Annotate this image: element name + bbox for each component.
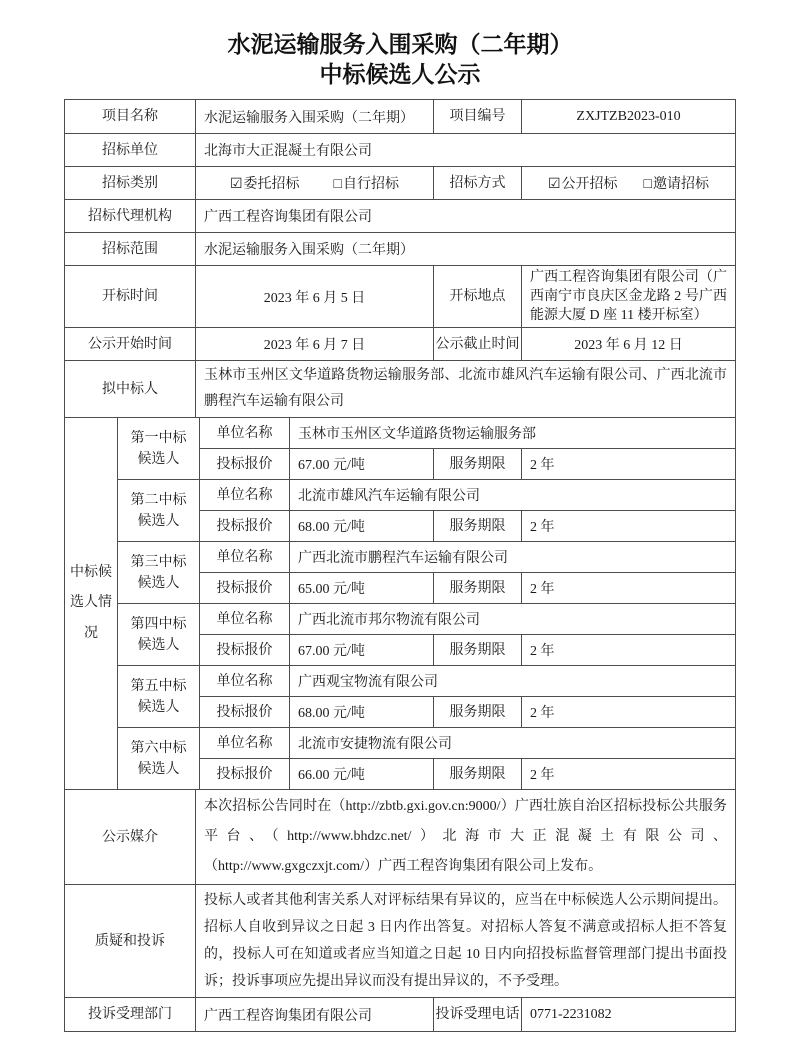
table-row <box>65 233 736 266</box>
tender-category-options <box>196 167 434 200</box>
candidate-rank-label: 第五中标候选人 <box>118 666 200 728</box>
publicity-start-label: 公示开始时间 <box>65 328 196 361</box>
option-open-tender <box>548 173 618 193</box>
candidate-unit-row <box>200 418 736 449</box>
unit-name-value: 北流市安捷物流有限公司 <box>290 728 736 759</box>
project-number-label: 项目编号 <box>434 100 522 134</box>
candidate-block-3 <box>118 542 736 604</box>
candidate-price-row <box>200 511 736 542</box>
candidate-rank-label: 第二中标候选人 <box>118 480 200 542</box>
candidate-block-1 <box>118 418 736 480</box>
complaint-dept-value: 广西工程咨询集团有限公司 <box>196 998 434 1032</box>
option-label: 自行招标 <box>343 177 399 192</box>
scope-value: 水泥运输服务入围采购（二年期） <box>196 233 736 266</box>
unit-name-label: 单位名称 <box>200 728 290 759</box>
bid-price-label: 投标报价 <box>200 697 290 728</box>
candidate-price-row <box>200 635 736 666</box>
tender-category-label: 招标类别 <box>65 167 196 200</box>
publicity-media-content: 本次招标公告同时在（http://zbtb.gxi.gov.cn:9000/）广西壮族自治区招标投标公共服务平台、（http://www.bhdzc.net/）北海市大正混凝土有限公司、（http://www.gxgczxjt.com/）广西工程咨询集团有限公司上发布。 <box>196 790 736 885</box>
table-row <box>65 790 736 885</box>
proposed-winner-value: 玉林市玉州区文华道路货物运输服务部、北流市雄风汽车运输有限公司、广西北流市鹏程汽车运输有限公司 <box>196 361 736 418</box>
publicity-media-label: 公示媒介 <box>65 790 196 885</box>
unit-name-label: 单位名称 <box>200 542 290 573</box>
candidate-block-5 <box>118 666 736 728</box>
unit-name-value: 玉林市玉州区文华道路货物运输服务部 <box>290 418 736 449</box>
service-period-value: 2 年 <box>522 511 736 542</box>
bid-price-value: 68.00 元/吨 <box>290 511 434 542</box>
service-period-label: 服务期限 <box>434 449 522 480</box>
objection-content: 投标人或者其他利害关系人对评标结果有异议的，应当在中标候选人公示期间提出。招标人自收到异议之日起 3 日内作出答复。对招标人答复不满意或招标人拒不答复的，投标人可在知道或者应当知道之日起 10 日内向招投标监督管理部门提出书面投诉；投诉事项应先提出异议而没有提出异议的，不予受理。 <box>196 885 736 998</box>
candidate-block-4 <box>118 604 736 666</box>
candidate-unit-row <box>200 666 736 697</box>
agency-label: 招标代理机构 <box>65 200 196 233</box>
candidate-rank-label: 第三中标候选人 <box>118 542 200 604</box>
option-label: 公开招标 <box>561 177 618 192</box>
bid-price-label: 投标报价 <box>200 511 290 542</box>
unit-name-label: 单位名称 <box>200 604 290 635</box>
bid-price-value: 68.00 元/吨 <box>290 697 434 728</box>
complaint-phone-label: 投诉受理电话 <box>434 998 522 1032</box>
unit-name-value: 广西北流市鹏程汽车运输有限公司 <box>290 542 736 573</box>
candidate-rank-label: 第一中标候选人 <box>118 418 200 480</box>
candidates-list <box>118 418 736 790</box>
unit-name-label: 单位名称 <box>200 418 290 449</box>
publicity-end-label: 公示截止时间 <box>434 328 522 361</box>
table-row <box>65 998 736 1032</box>
option-invited-tender <box>644 173 709 193</box>
agency-value: 广西工程咨询集团有限公司 <box>196 200 736 233</box>
table-row <box>65 361 736 418</box>
service-period-label: 服务期限 <box>434 759 522 790</box>
service-period-label: 服务期限 <box>434 573 522 604</box>
candidate-unit-row <box>200 542 736 573</box>
service-period-label: 服务期限 <box>434 635 522 666</box>
complaint-dept-label: 投诉受理部门 <box>65 998 196 1032</box>
table-row <box>65 200 736 233</box>
bid-price-value: 65.00 元/吨 <box>290 573 434 604</box>
publicity-start-value: 2023 年 6 月 7 日 <box>196 328 434 361</box>
checkbox-unchecked-icon: □ <box>643 177 652 192</box>
service-period-value: 2 年 <box>522 759 736 790</box>
bid-price-value: 66.00 元/吨 <box>290 759 434 790</box>
project-number-value: ZXJTZB2023-010 <box>522 100 736 134</box>
option-label: 邀请招标 <box>653 177 709 192</box>
tender-unit-value: 北海市大正混凝土有限公司 <box>196 134 736 167</box>
candidate-price-row <box>200 697 736 728</box>
candidate-unit-row <box>200 728 736 759</box>
tender-method-label: 招标方式 <box>434 167 522 200</box>
announcement-table <box>64 99 736 1032</box>
candidate-rank-label: 第四中标候选人 <box>118 604 200 666</box>
bid-open-place-label: 开标地点 <box>434 266 522 328</box>
bid-open-time-value: 2023 年 6 月 5 日 <box>196 266 434 328</box>
bid-open-time-label: 开标时间 <box>65 266 196 328</box>
complaint-phone-value: 0771-2231082 <box>522 998 736 1032</box>
publicity-end-value: 2023 年 6 月 12 日 <box>522 328 736 361</box>
unit-name-label: 单位名称 <box>200 480 290 511</box>
service-period-label: 服务期限 <box>434 697 522 728</box>
bid-open-place-value: 广西工程咨询集团有限公司（广西南宁市良庆区金龙路 2 号广西能源大厦 D 座 11 楼开标室） <box>522 266 736 328</box>
project-name-label: 项目名称 <box>65 100 196 134</box>
candidates-section-label: 中标候选人情况 <box>65 418 118 790</box>
candidate-block-6 <box>118 728 736 790</box>
option-label: 委托招标 <box>243 177 300 192</box>
candidate-price-row <box>200 573 736 604</box>
candidate-block-2 <box>118 480 736 542</box>
unit-name-value: 广西观宝物流有限公司 <box>290 666 736 697</box>
bid-price-label: 投标报价 <box>200 449 290 480</box>
bid-price-value: 67.00 元/吨 <box>290 449 434 480</box>
proposed-winner-label: 拟中标人 <box>65 361 196 418</box>
unit-name-value: 北流市雄风汽车运输有限公司 <box>290 480 736 511</box>
page-title <box>0 0 800 90</box>
table-row <box>65 885 736 998</box>
candidate-unit-row <box>200 604 736 635</box>
tender-method-options <box>522 167 736 200</box>
bid-price-value: 67.00 元/吨 <box>290 635 434 666</box>
checkbox-unchecked-icon: □ <box>333 177 342 192</box>
table-row <box>65 167 736 200</box>
scope-label: 招标范围 <box>65 233 196 266</box>
bid-price-label: 投标报价 <box>200 759 290 790</box>
title-line-2: 中标候选人公示 <box>319 62 481 87</box>
bid-price-label: 投标报价 <box>200 635 290 666</box>
service-period-value: 2 年 <box>522 573 736 604</box>
option-self-tender <box>334 173 399 193</box>
unit-name-label: 单位名称 <box>200 666 290 697</box>
option-entrusted-tender <box>230 173 300 193</box>
service-period-value: 2 年 <box>522 697 736 728</box>
table-row <box>65 100 736 134</box>
bid-price-label: 投标报价 <box>200 573 290 604</box>
tender-unit-label: 招标单位 <box>65 134 196 167</box>
table-row <box>65 266 736 328</box>
table-row <box>65 328 736 361</box>
service-period-value: 2 年 <box>522 449 736 480</box>
service-period-value: 2 年 <box>522 635 736 666</box>
candidate-rank-label: 第六中标候选人 <box>118 728 200 790</box>
candidate-price-row <box>200 449 736 480</box>
service-period-label: 服务期限 <box>434 511 522 542</box>
candidate-price-row <box>200 759 736 790</box>
unit-name-value: 广西北流市邦尔物流有限公司 <box>290 604 736 635</box>
checkbox-checked-icon: ☑ <box>547 177 561 192</box>
candidates-section <box>65 418 736 790</box>
candidate-unit-row <box>200 480 736 511</box>
checkbox-checked-icon: ☑ <box>229 177 243 192</box>
objection-label: 质疑和投诉 <box>65 885 196 998</box>
project-name-value: 水泥运输服务入围采购（二年期） <box>196 100 434 134</box>
title-line-1: 水泥运输服务入围采购（二年期） <box>227 32 573 57</box>
table-row <box>65 134 736 167</box>
